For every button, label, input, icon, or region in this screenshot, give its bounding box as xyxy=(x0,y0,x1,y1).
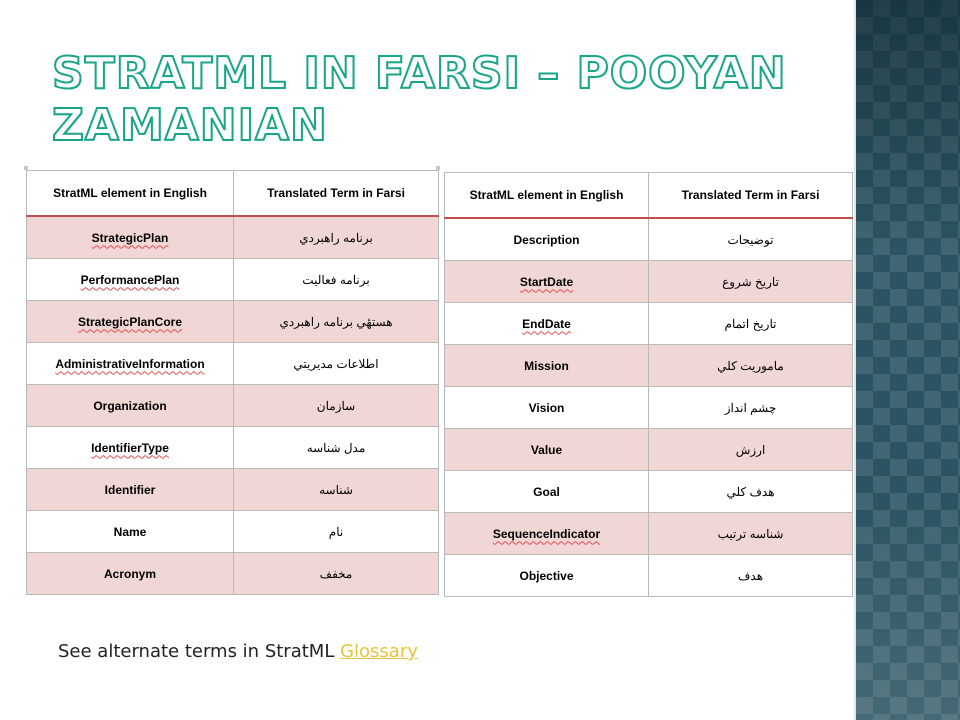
farsi-term: توضيحات xyxy=(649,218,853,261)
english-term: Goal xyxy=(445,471,649,513)
english-term: Identifier xyxy=(27,469,234,511)
table-header-row xyxy=(27,171,439,217)
side-decorative-band xyxy=(856,0,960,720)
farsi-term: ارزش xyxy=(649,429,853,471)
farsi-term: سازمان xyxy=(234,385,439,427)
farsi-term: ماموريت كلي xyxy=(649,345,853,387)
farsi-term: مدل شناسه xyxy=(234,427,439,469)
table-row xyxy=(445,303,853,345)
farsi-term: هدف xyxy=(649,555,853,597)
table-row xyxy=(27,427,439,469)
english-term: SequenceIndicator xyxy=(445,513,649,555)
english-term: AdministrativeInformation xyxy=(27,343,234,385)
footer-note xyxy=(58,641,418,662)
table-row xyxy=(445,387,853,429)
header-english: StratML element in English xyxy=(27,171,234,217)
table-row xyxy=(27,511,439,553)
english-term: StrategicPlanCore xyxy=(27,301,234,343)
farsi-term: مخفف xyxy=(234,553,439,595)
english-term: StartDate xyxy=(445,261,649,303)
footer-text: See alternate terms in StratML xyxy=(58,641,335,662)
farsi-term: هستهٔي برنامه راهبردي xyxy=(234,301,439,343)
farsi-term: تاريخ اتمام xyxy=(649,303,853,345)
glossary-link[interactable]: Glossary xyxy=(340,641,418,662)
farsi-term: تاريخ شروع xyxy=(649,261,853,303)
table-row xyxy=(27,343,439,385)
table-row xyxy=(445,218,853,261)
header-farsi: Translated Term in Farsi xyxy=(649,173,853,219)
table-row xyxy=(27,385,439,427)
english-term: IdentifierType xyxy=(27,427,234,469)
table-row xyxy=(27,553,439,595)
farsi-term: اطلاعات مديريتي xyxy=(234,343,439,385)
table-row xyxy=(445,345,853,387)
table-header-row xyxy=(445,173,853,219)
english-term: Acronym xyxy=(27,553,234,595)
table-row xyxy=(445,513,853,555)
table-row xyxy=(27,301,439,343)
table-row xyxy=(445,429,853,471)
table-row xyxy=(445,555,853,597)
table-row xyxy=(27,469,439,511)
english-term: Vision xyxy=(445,387,649,429)
farsi-term: شناسه xyxy=(234,469,439,511)
terms-table-left xyxy=(26,170,439,595)
farsi-term: شناسه ترتيب xyxy=(649,513,853,555)
terms-table-right xyxy=(444,172,853,597)
table-row xyxy=(27,259,439,301)
english-term: Organization xyxy=(27,385,234,427)
english-term: Objective xyxy=(445,555,649,597)
header-english: StratML element in English xyxy=(445,173,649,219)
english-term: Value xyxy=(445,429,649,471)
slide-title: STRATML IN FARSI – POOYAN ZAMANIAN xyxy=(52,48,787,151)
table-row xyxy=(445,471,853,513)
english-term: Mission xyxy=(445,345,649,387)
english-term: Name xyxy=(27,511,234,553)
table-row xyxy=(27,216,439,259)
farsi-term: هدف كلي xyxy=(649,471,853,513)
english-term: Description xyxy=(445,218,649,261)
english-term: PerformancePlan xyxy=(27,259,234,301)
farsi-term: نام xyxy=(234,511,439,553)
farsi-term: برنامه راهبردي xyxy=(234,216,439,259)
english-term: EndDate xyxy=(445,303,649,345)
farsi-term: برنامه فعاليت xyxy=(234,259,439,301)
farsi-term: چشم انداز xyxy=(649,387,853,429)
english-term: StrategicPlan xyxy=(27,216,234,259)
header-farsi: Translated Term in Farsi xyxy=(234,171,439,217)
table-row xyxy=(445,261,853,303)
